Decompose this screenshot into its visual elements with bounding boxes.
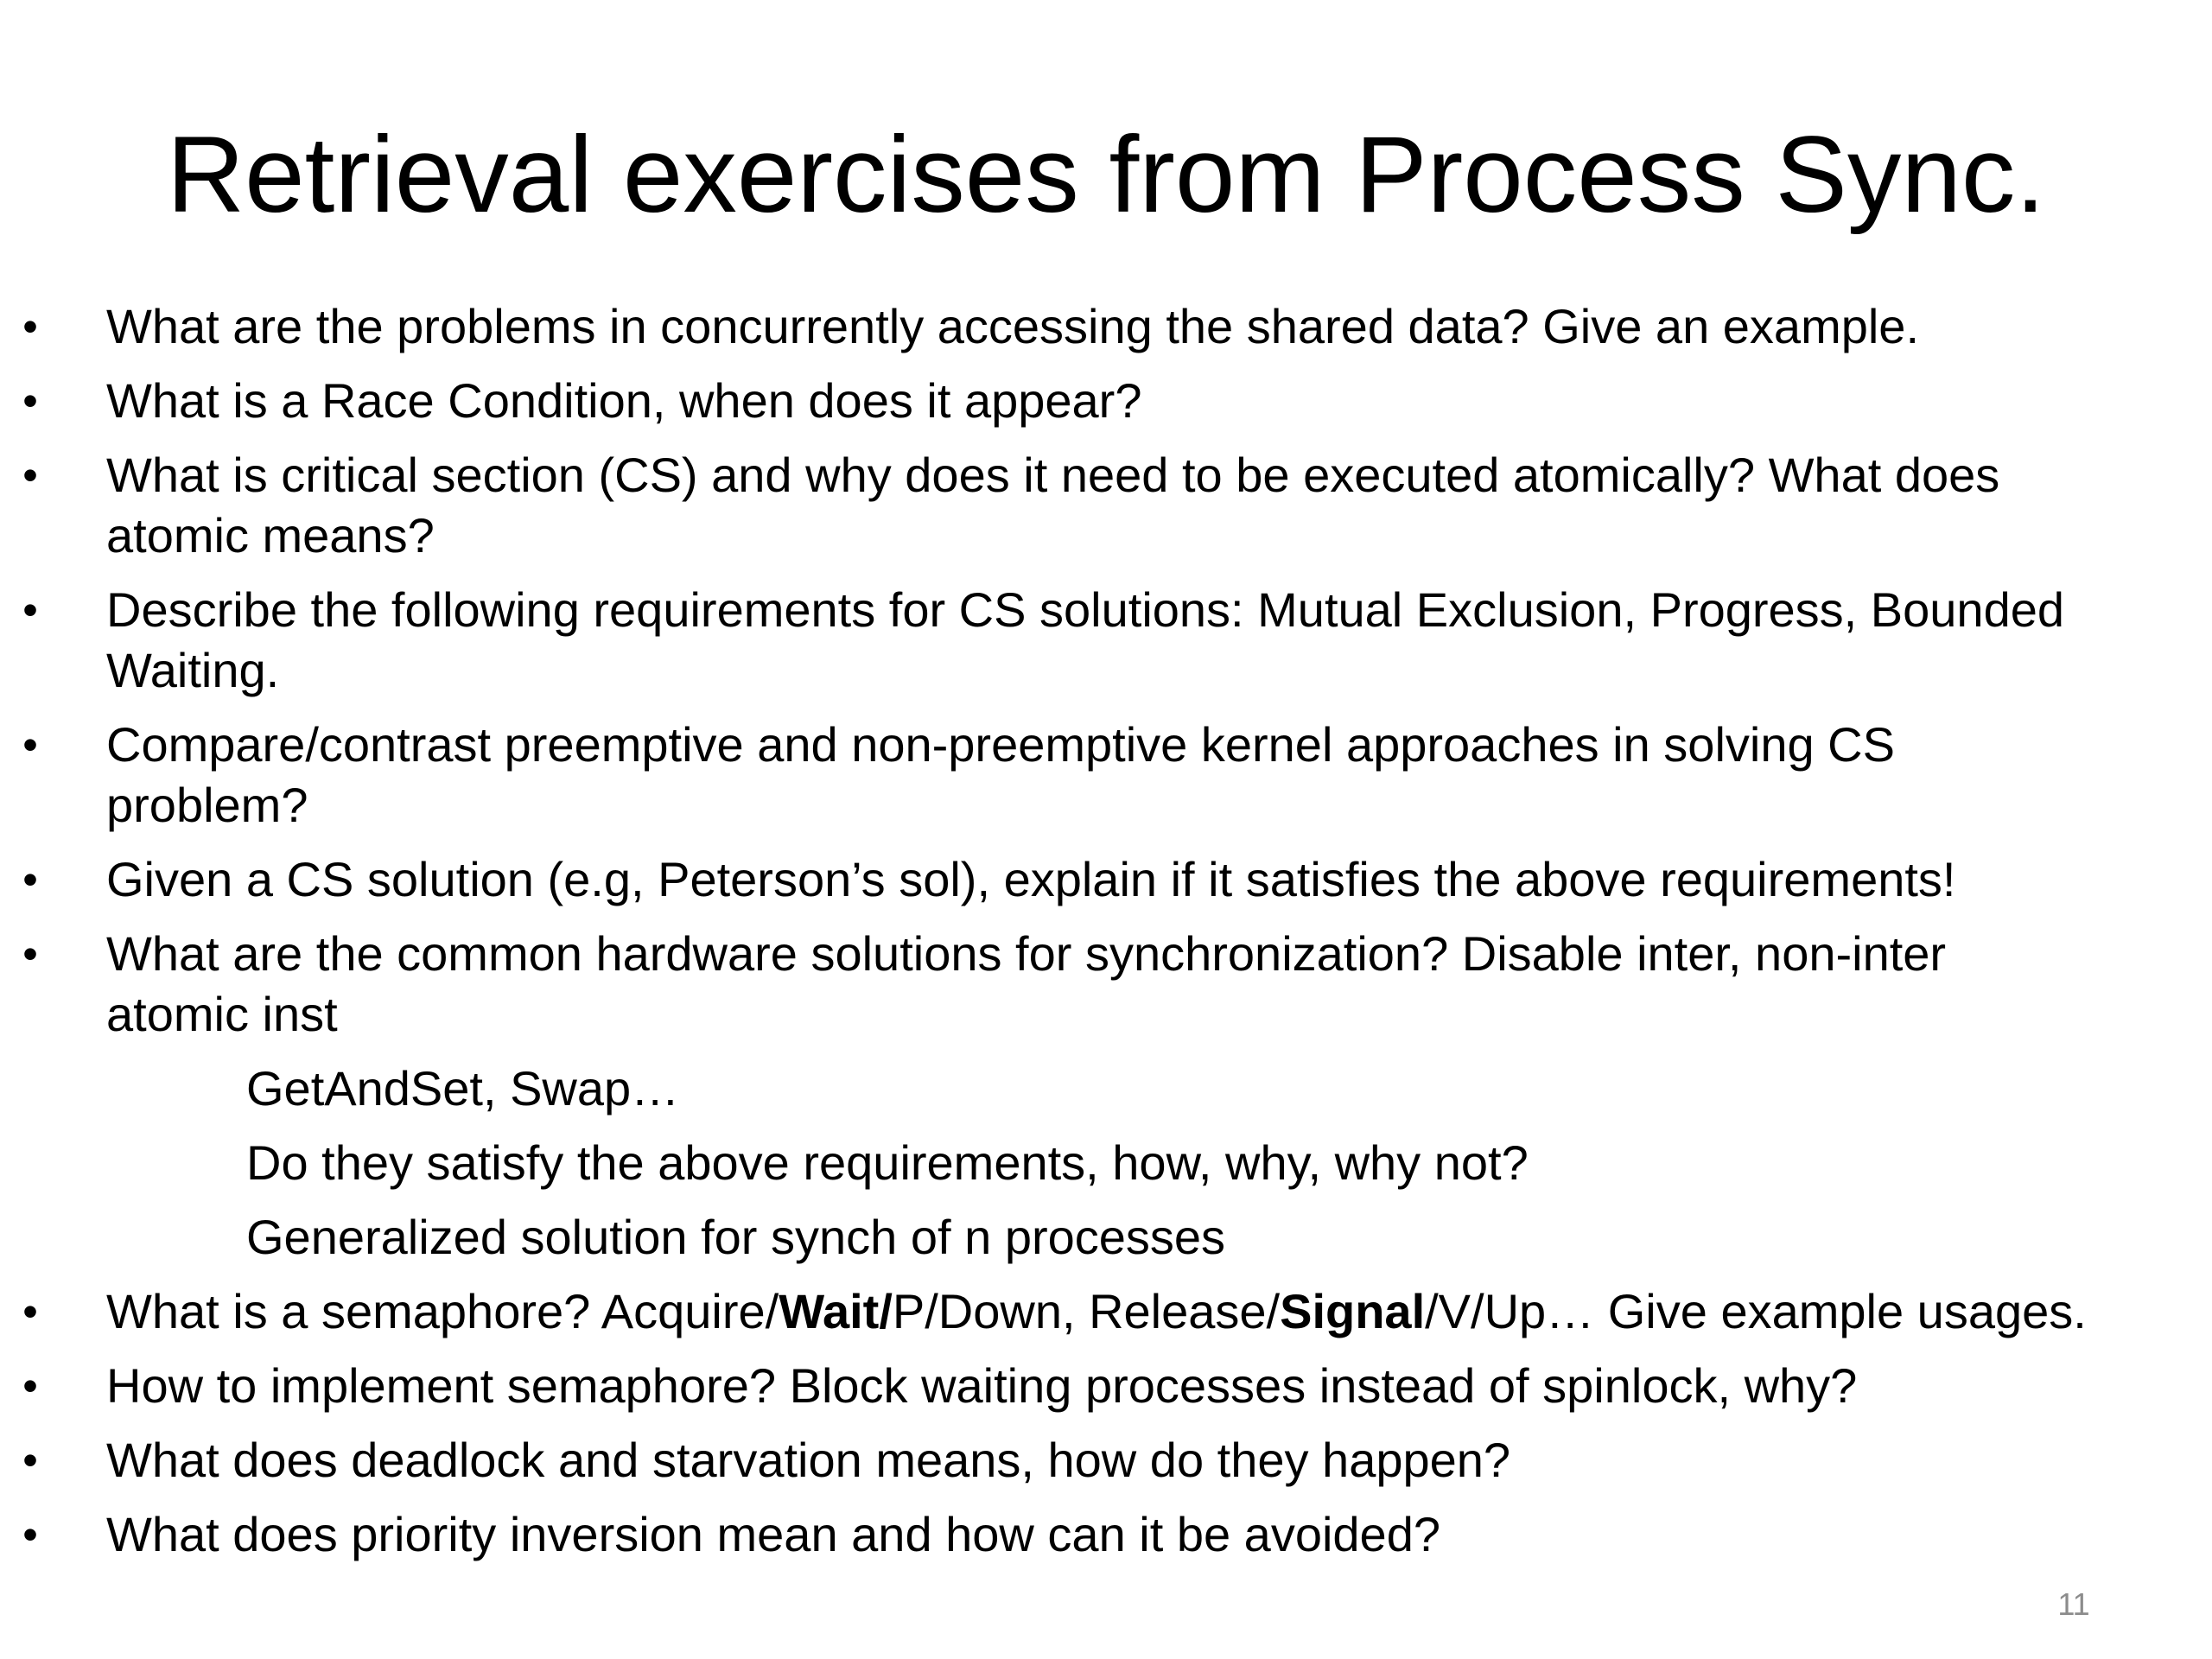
bullet-icon: • xyxy=(22,302,38,351)
list-item-text: How to implement semaphore? Block waiting processes instead of spinlock, why? xyxy=(106,1358,1858,1413)
slide-page-number: 11 xyxy=(2057,1586,2090,1622)
semaphore-text-part3: /V/Up… Give example usages. xyxy=(1425,1284,2087,1338)
list-item-text: What are the common hardware solutions for synchronization? Disable inter, non-inter xyxy=(106,926,1947,981)
semaphore-signal-bold: Signal xyxy=(1280,1284,1426,1338)
list-item-text: What does priority inversion mean and how can it be avoided? xyxy=(106,1507,1440,1561)
bullet-icon: • xyxy=(22,1362,38,1410)
sub-item: Do they satisfy the above requirements, how, why, why not? xyxy=(246,1135,1529,1190)
semaphore-wait-bold: Wait/ xyxy=(779,1284,893,1338)
bullet-icon: • xyxy=(22,930,38,978)
bullet-icon: • xyxy=(22,1287,38,1336)
bullet-icon: • xyxy=(22,1436,38,1484)
list-item-text: What are the problems in concurrently accessing the shared data? Give an example. xyxy=(106,299,1920,353)
bullet-icon: • xyxy=(22,721,38,769)
bullet-icon: • xyxy=(22,855,38,904)
list-item-text: What does deadlock and starvation means, how do they happen? xyxy=(106,1433,1511,1487)
list-item-text: Describe the following requirements for CS solutions: Mutual Exclusion, Progress, Bounded xyxy=(106,582,2065,637)
bullet-icon: • xyxy=(22,377,38,425)
list-item-text: What is a Race Condition, when does it appear? xyxy=(106,373,1142,428)
bullet-icon: • xyxy=(22,1510,38,1559)
sub-item: Generalized solution for synch of n processes xyxy=(246,1210,1226,1264)
list-item-text: Compare/contrast preemptive and non-preemptive kernel approaches in solving CS xyxy=(106,717,1895,772)
list-item-text: atomic inst xyxy=(106,987,338,1041)
semaphore-text-part2: P/Down, Release/ xyxy=(892,1284,1281,1338)
list-item-text: atomic means? xyxy=(106,508,435,563)
list-item-text xyxy=(106,1281,2197,1342)
list-item-text: Given a CS solution (e.g, Peterson’s sol), explain if it satisfies the above requirements! xyxy=(106,852,1956,906)
list-item-text: Waiting. xyxy=(106,643,280,697)
bullet-icon: • xyxy=(22,586,38,634)
bullet-icon: • xyxy=(22,451,38,499)
slide-title: Retrieval exercises from Process Sync. xyxy=(166,115,2046,235)
list-item-text: What is critical section (CS) and why does it need to be executed atomically? What does xyxy=(106,448,2000,502)
sub-item: GetAndSet, Swap… xyxy=(246,1061,680,1116)
list-item-text: problem? xyxy=(106,778,308,832)
semaphore-text-part1: What is a semaphore? Acquire/ xyxy=(106,1284,779,1338)
